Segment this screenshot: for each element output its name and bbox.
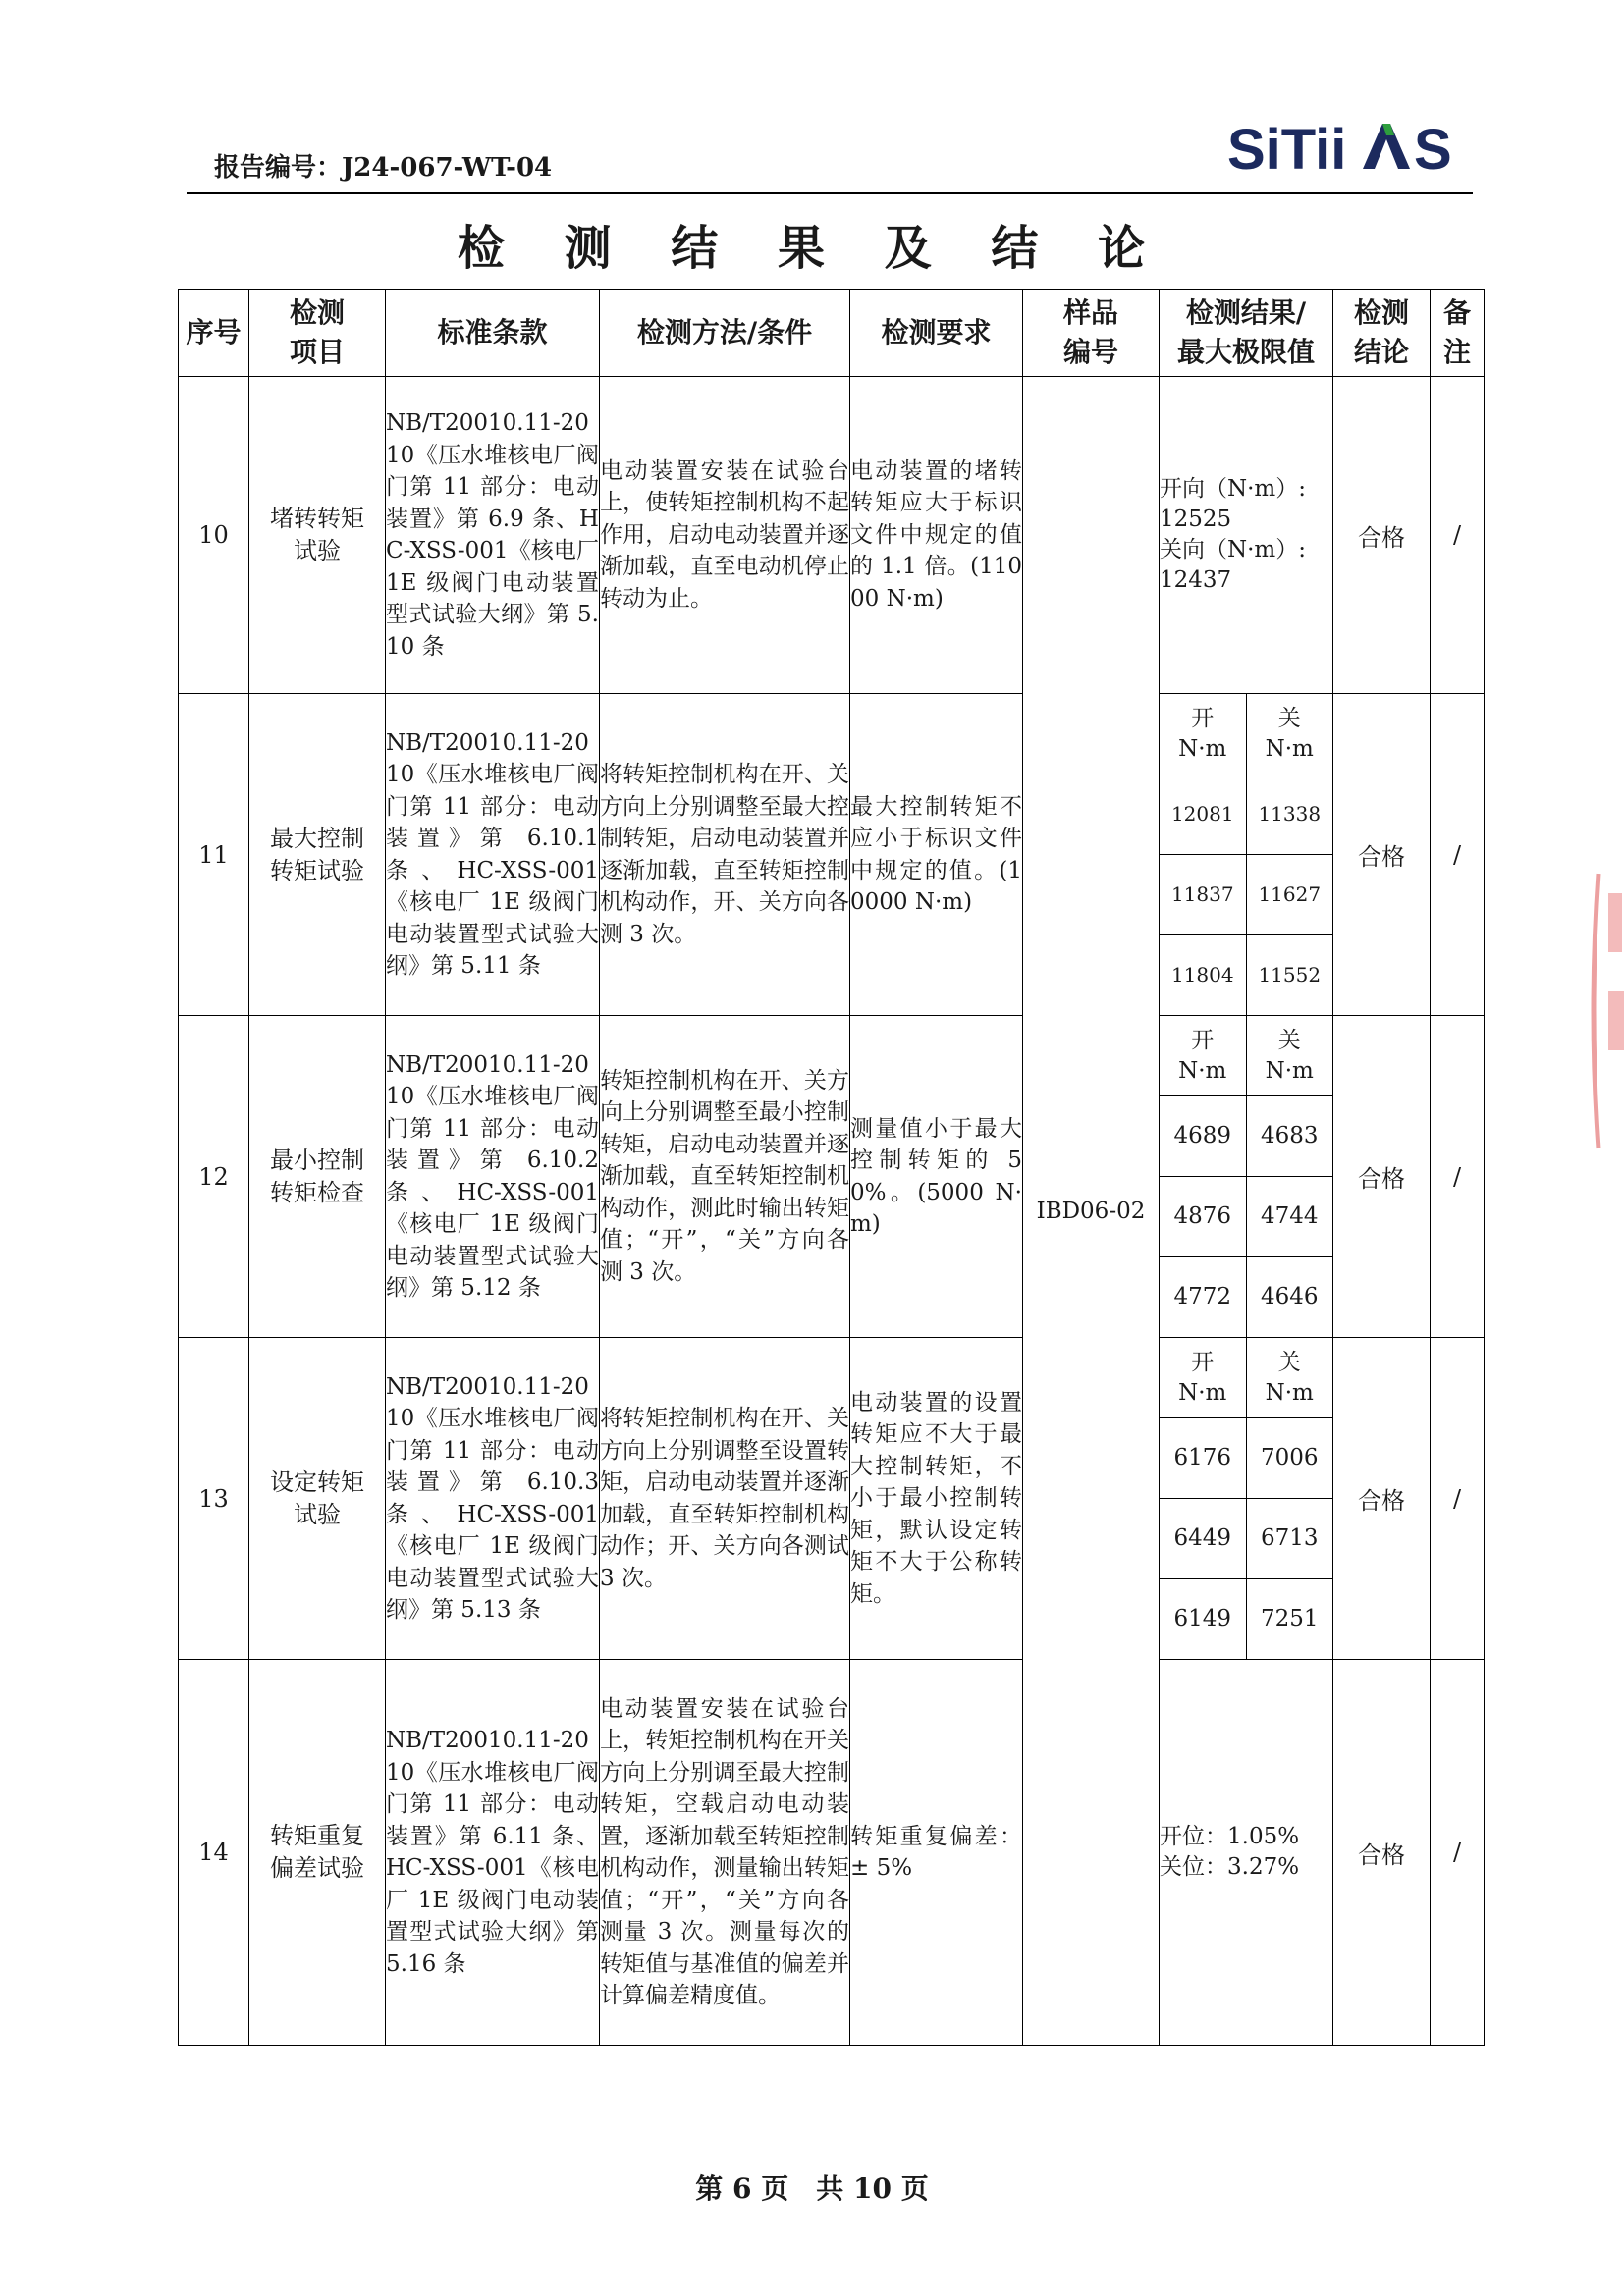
open-value: 4772 [1160, 1257, 1246, 1338]
table-row [179, 694, 1485, 1016]
header-requirement: 检测要求 [850, 290, 1023, 377]
row-requirement: 最大控制转矩不应小于标识文件中规定的值。(10000 N·m) [850, 694, 1023, 1016]
open-header [1160, 1338, 1246, 1418]
close-value: 7006 [1246, 1418, 1332, 1499]
row-remark: / [1431, 377, 1485, 694]
row-conclusion: 合格 [1333, 1338, 1431, 1660]
unit-label: N·m [1265, 1379, 1314, 1406]
row-method: 电动装置安装在试验台上，使转矩控制机构不起作用，启动电动装置并逐渐加载，直至电动机停止转动为止。 [600, 377, 850, 694]
close-value: 11552 [1246, 935, 1332, 1016]
row-method: 将转矩控制机构在开、关方向上分别调整至最大控制转矩，启动电动装置并逐渐加载，直至转矩控制机构动作，开、关方向各测 3 次。 [600, 694, 850, 1016]
open-value: 4689 [1160, 1096, 1246, 1177]
row-requirement: 转矩重复偏差：± 5% [850, 1660, 1023, 2046]
row-standard: NB/T20010.11-2010《压水堆核电厂阀门第 11 部分：电动装置》第 6.10.2 条、HC-XSS-001《核电厂 1E 级阀门电动装置型式试验大纲》第 5.12 条 [386, 1016, 600, 1338]
company-logo [1227, 118, 1463, 179]
row-item-text: 堵转转矩试验 [270, 505, 364, 564]
measurement-row [1160, 1177, 1332, 1257]
row-item-text: 转矩重复偏差试验 [270, 1822, 364, 1882]
row-method: 将转矩控制机构在开、关方向上分别调整至设置转矩，启动电动装置并逐渐加载，直至转矩控制机构动作；开、关方向各测试 3 次。 [600, 1338, 850, 1660]
unit-label: N·m [1265, 735, 1314, 762]
row-item [249, 1338, 386, 1660]
row-seq: 13 [179, 1338, 249, 1660]
row-standard: NB/T20010.11-2010《压水堆核电厂阀门第 11 部分：电动装置》第 6.9 条、HC-XSS-001《核电厂 1E 级阀门电动装置型式试验大纲》第 5.10 条 [386, 377, 600, 694]
page-title: 检 测 结 果 及 结 论 [457, 221, 1167, 276]
row-item-text: 设定转矩试验 [270, 1468, 364, 1528]
row-seq: 14 [179, 1660, 249, 2046]
row-requirement: 电动装置的堵转转矩应大于标识文件中规定的值的 1.1 倍。(11000 N·m) [850, 377, 1023, 694]
close-header [1246, 1338, 1332, 1418]
unit-label: N·m [1178, 1057, 1227, 1084]
close-value: 4683 [1246, 1096, 1332, 1177]
row-remark: / [1431, 694, 1485, 1016]
measurement-row [1160, 855, 1332, 935]
open-value: 6176 [1160, 1418, 1246, 1499]
header-conclusion [1333, 290, 1431, 377]
row-remark: / [1431, 1016, 1485, 1338]
page-header [187, 116, 1473, 194]
close-header [1246, 694, 1332, 774]
row-item-text: 最小控制转矩检查 [270, 1146, 364, 1206]
unit-label: N·m [1178, 1379, 1227, 1406]
header-result [1160, 290, 1333, 377]
row-measurements [1160, 694, 1333, 1016]
header-item [249, 290, 386, 377]
measurement-row [1160, 774, 1332, 855]
header-seq: 序号 [179, 290, 249, 377]
row-measurements [1160, 1016, 1333, 1338]
measurement-table [1160, 1338, 1332, 1659]
row-result [1160, 1660, 1333, 2046]
seal-stamp-edge [1589, 864, 1624, 1158]
measurement-row [1160, 1096, 1332, 1177]
measurement-header [1160, 1338, 1332, 1418]
result-line: 关向（N·m）: [1160, 537, 1306, 562]
results-table [178, 289, 1485, 2046]
row-requirement: 测量值小于最大控制转矩的 50%。(5000 N·m) [850, 1016, 1023, 1338]
open-value: 6449 [1160, 1499, 1246, 1579]
row-measurements [1160, 1338, 1333, 1660]
measurement-table [1160, 694, 1332, 1015]
table-row [179, 1660, 1485, 2046]
row-item [249, 1016, 386, 1338]
row-standard: NB/T20010.11-2010《压水堆核电厂阀门第 11 部分：电动装置》第 6.11 条、HC-XSS-001《核电厂 1E 级阀门电动装置型式试验大纲》第 5.16 条 [386, 1660, 600, 2046]
close-value: 4744 [1246, 1177, 1332, 1257]
open-value: 4876 [1160, 1177, 1246, 1257]
row-seq: 11 [179, 694, 249, 1016]
close-label: 关 [1277, 1027, 1301, 1053]
table-row [179, 1016, 1485, 1338]
header-standard: 标准条款 [386, 290, 600, 377]
row-seq: 10 [179, 377, 249, 694]
row-result [1160, 377, 1333, 694]
row-item [249, 694, 386, 1016]
header-item-text: 检测项目 [289, 296, 345, 368]
open-value: 6149 [1160, 1579, 1246, 1660]
close-value: 7251 [1246, 1579, 1332, 1660]
unit-label: N·m [1178, 735, 1227, 762]
row-remark: / [1431, 1660, 1485, 2046]
open-header [1160, 1016, 1246, 1096]
header-sample [1023, 290, 1160, 377]
close-value: 6713 [1246, 1499, 1332, 1579]
report-number: 报告编号：J24-067-WT-04 [214, 153, 553, 183]
measurement-row [1160, 1579, 1332, 1660]
measurement-row [1160, 1499, 1332, 1579]
row-conclusion: 合格 [1333, 377, 1431, 694]
close-label: 关 [1277, 1349, 1301, 1375]
svg-text:SiTii: SiTii [1227, 118, 1347, 179]
row-method: 电动装置安装在试验台上，转矩控制机构在开关方向上分别调至最大控制转矩，空载启动电动装置，逐渐加载至转矩控制机构动作，测量输出转矩值；“开”，“关”方向各测量 3 次。测量每次的转矩值与基准值的偏差并计算偏差精度值。 [600, 1660, 850, 2046]
header-remark-text: 备注 [1442, 296, 1471, 368]
page-footer: 第 6 页 共 10 页 [695, 2172, 929, 2205]
close-value: 11338 [1246, 774, 1332, 855]
close-label: 关 [1277, 705, 1301, 731]
row-conclusion: 合格 [1333, 694, 1431, 1016]
measurement-row [1160, 1418, 1332, 1499]
header-sample-text: 样品编号 [1062, 296, 1118, 368]
result-line: 关位：3.27% [1160, 1854, 1300, 1880]
header-conclusion-text: 检测结论 [1353, 296, 1409, 368]
row-method: 转矩控制机构在开、关方向上分别调整至最小控制转矩，启动电动装置并逐渐加载，直至转矩控制机构动作，测此时输出转矩值；“开”，“关”方向各测 3 次。 [600, 1016, 850, 1338]
result-line: 12525 [1160, 507, 1232, 532]
row-remark: / [1431, 1338, 1485, 1660]
open-header [1160, 694, 1246, 774]
row-requirement: 电动装置的设置转矩应不大于最大控制转矩，不小于最小控制转矩，默认设定转矩不大于公称转矩。 [850, 1338, 1023, 1660]
close-value: 4646 [1246, 1257, 1332, 1338]
close-header [1246, 1016, 1332, 1096]
table-row [179, 1338, 1485, 1660]
result-line: 开向（N·m）: [1160, 476, 1306, 502]
measurement-row [1160, 1257, 1332, 1338]
open-value: 12081 [1160, 774, 1246, 855]
open-label: 开 [1191, 1349, 1215, 1375]
row-seq: 12 [179, 1016, 249, 1338]
open-label: 开 [1191, 705, 1215, 731]
row-standard: NB/T20010.11-2010《压水堆核电厂阀门第 11 部分：电动装置》第 6.10.1 条、HC-XSS-001《核电厂 1E 级阀门电动装置型式试验大纲》第 5.11 条 [386, 694, 600, 1016]
open-value: 11804 [1160, 935, 1246, 1016]
close-value: 11627 [1246, 855, 1332, 935]
open-label: 开 [1191, 1027, 1215, 1053]
measurement-header [1160, 1016, 1332, 1096]
row-item-text: 最大控制转矩试验 [270, 824, 364, 884]
measurement-table [1160, 1016, 1332, 1337]
row-item [249, 1660, 386, 2046]
open-value: 11837 [1160, 855, 1246, 935]
row-conclusion: 合格 [1333, 1016, 1431, 1338]
table-row [179, 377, 1485, 694]
row-conclusion: 合格 [1333, 1660, 1431, 2046]
sample-id: IBD06-02 [1023, 377, 1160, 2046]
table-header-row [179, 290, 1485, 377]
unit-label: N·m [1265, 1057, 1314, 1084]
measurement-header [1160, 694, 1332, 774]
header-remark [1431, 290, 1485, 377]
row-standard: NB/T20010.11-2010《压水堆核电厂阀门第 11 部分：电动装置》第 6.10.3 条、HC-XSS-001《核电厂 1E 级阀门电动装置型式试验大纲》第 5.13 条 [386, 1338, 600, 1660]
measurement-row [1160, 935, 1332, 1016]
result-line: 12437 [1160, 567, 1232, 593]
row-item [249, 377, 386, 694]
header-method: 检测方法/条件 [600, 290, 850, 377]
result-line: 开位：1.05% [1160, 1824, 1300, 1849]
svg-text:S: S [1414, 118, 1452, 179]
header-result-text: 检测结果/最大极限值 [1176, 296, 1315, 368]
